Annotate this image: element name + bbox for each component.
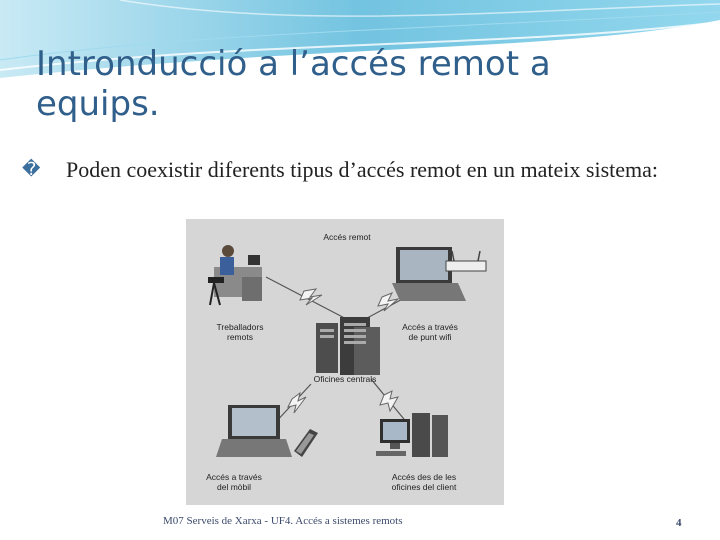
router-icon: [446, 251, 486, 271]
label-client-access: Accés des de les oficines del client: [391, 472, 457, 492]
diagram-heading: Accés remot: [323, 232, 371, 242]
page-number: 4: [676, 517, 682, 529]
label-wifi-access: Accés a través de punt wifi: [402, 322, 458, 342]
label-remote-workers: Treballadors remots: [216, 322, 264, 342]
bullet-text: Poden coexistir diferents tipus d’accés remot en un mateix sistema:: [66, 157, 659, 182]
laptop-icon: [392, 247, 466, 301]
bullet-icon: �: [22, 159, 41, 179]
client-office-icon: [376, 413, 448, 457]
slide-footer: [0, 515, 720, 535]
mobile-phone-icon: [294, 429, 318, 457]
remote-worker-icon: [208, 245, 262, 305]
footer-text: M07 Serveis de Xarxa - UF4. Accés a sistemes remots: [163, 515, 403, 527]
remote-access-diagram: [186, 219, 504, 505]
servers-icon: [316, 317, 380, 375]
laptop-mobile-icon: [216, 405, 292, 457]
label-mobile-access: Accés a través del mòbil: [206, 472, 262, 492]
slide-title: Intronducció a l’accés remot a equips.: [36, 44, 551, 124]
bullet-item: [22, 156, 692, 183]
label-central-offices: Oficines centrals: [313, 374, 377, 384]
